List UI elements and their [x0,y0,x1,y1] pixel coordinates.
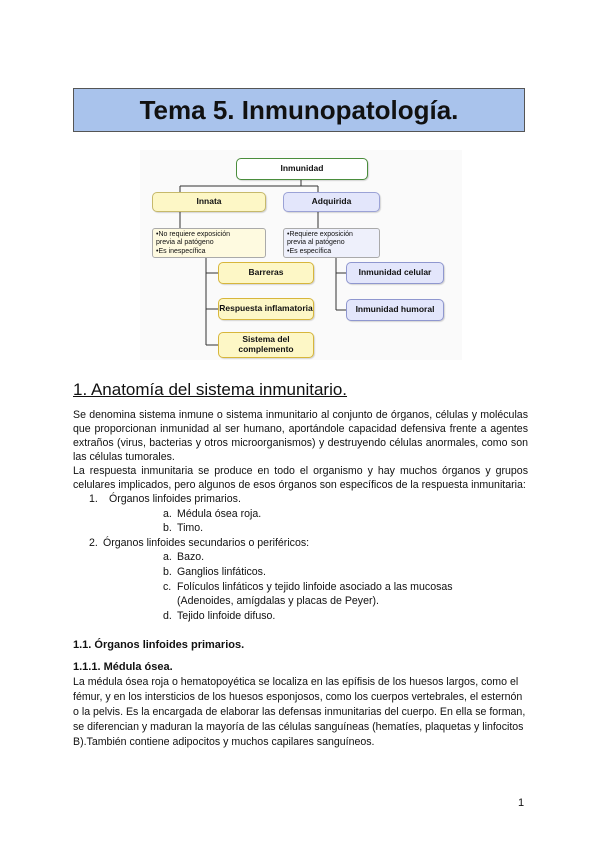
sublist-text: Tejido linfoide difuso. [177,609,276,622]
node-inmunidad-celular [346,262,444,284]
sublist-letter: c. [163,580,172,593]
node-inmunidad-label: Inmunidad [280,163,324,174]
subsubsection-heading: 1.1.1. Médula ósea. [73,661,173,674]
secondary-sublist [109,550,528,623]
node-celular-label: Inmunidad celular [358,267,432,278]
sublist-letter: a. [163,507,172,520]
adquirida-note-line: •Es específica [287,247,332,255]
innata-note-line: •Es inespecífica [156,247,206,255]
sublist-text: Folículos linfáticos y tejido linfoide asociado a las mucosas (Adenoides, amígdalas y placas de Peyer). [177,580,453,608]
node-adquirida-label: Adquirida [311,196,352,207]
node-inmunidad-humoral [346,299,444,321]
sublist-text: Bazo. [177,551,205,564]
sublist-letter: a. [163,551,172,564]
main-content [73,380,528,750]
section-heading: 1. Anatomía del sistema inmunitario. [73,380,348,399]
organ-list [73,492,528,623]
list-number: 1. [89,493,98,505]
adquirida-note-line: •Requiere exposición [287,231,353,238]
sublist-item [109,565,528,580]
adquirida-note-line: previa al patógeno [287,239,345,247]
list-label: Órganos linfoides primarios. [109,493,241,505]
sublist-text: Ganglios linfáticos. [177,565,266,578]
innata-note-line: •No requiere exposición [156,231,231,238]
list-item-primary [73,492,528,536]
innata-notes [152,228,266,258]
sublist-item [109,521,528,536]
node-barreras-label: Barreras [248,267,284,278]
sublist-letter: d. [163,609,172,622]
page-number: 1 [518,797,525,809]
immunity-diagram [140,150,462,360]
node-inmunidad [236,158,368,180]
primary-sublist [109,507,528,536]
node-sistema-label-1: Sistema del [242,334,290,345]
adquirida-notes [283,228,380,258]
subsection-heading: 1.1. Órganos linfoides primarios. [73,639,245,652]
node-innata [152,192,266,212]
list-item-secondary [73,536,528,624]
node-respuesta-label: Respuesta inflamatoria [219,303,313,314]
list-label: Órganos linfoides secundarios o periféricos: [103,536,310,549]
node-humoral-label: Inmunidad humoral [355,304,435,315]
paragraph-medula: La médula ósea roja o hematopoyética se localiza en las epífisis de los huesos largos, como el fémur, y en los intersticios de los huesos esponjosos, como los cuerpos vertebrales, el esternón o la pelvis. Es la encargada de elaborar las defensas inmunitarias del cuerpo. En ella se forman, se diferencian y maduran la mayoría de las células sanguíneas (hematíes, plaquetas y linfocitos B).También contiene adipocitos y muchos capilares sanguíneos. [73,676,526,749]
sublist-item [109,507,528,522]
sublist-letter: b. [163,565,172,578]
page-title: Tema 5. Inmunopatología. [139,94,459,125]
innata-note-line: previa al patógeno [156,239,214,247]
paragraph-response: La respuesta inmunitaria se produce en todo el organismo y hay muchos órganos y grupos celulares implicados, pero algunos de esos órganos son específicos de la respuesta inmunitaria: [73,465,528,491]
sublist-item [109,609,528,624]
node-adquirida [283,192,380,212]
sublist-text: Médula ósea roja. [177,507,262,520]
sublist-letter: b. [163,522,172,535]
sublist-text: Timo. [177,522,204,535]
node-sistema-label-2: complemento [238,344,294,354]
sublist-item [109,550,528,565]
node-barreras [218,262,314,284]
node-respuesta-inflamatoria [218,298,314,320]
list-number: 2. [89,536,98,549]
node-innata-label: Innata [196,196,222,207]
title-box [73,88,525,132]
paragraph-intro: Se denomina sistema inmune o sistema inmunitario al conjunto de órganos, células y moléculas que proporcionan inmunidad al ser humano, aportándole capacidad defensiva frente a agentes extraños (virus, bacterias y otros microorganismos) y destruyendo células anormales, como son las células tumorales. [73,409,528,463]
sublist-item [109,580,528,609]
node-sistema-complemento [218,332,314,358]
